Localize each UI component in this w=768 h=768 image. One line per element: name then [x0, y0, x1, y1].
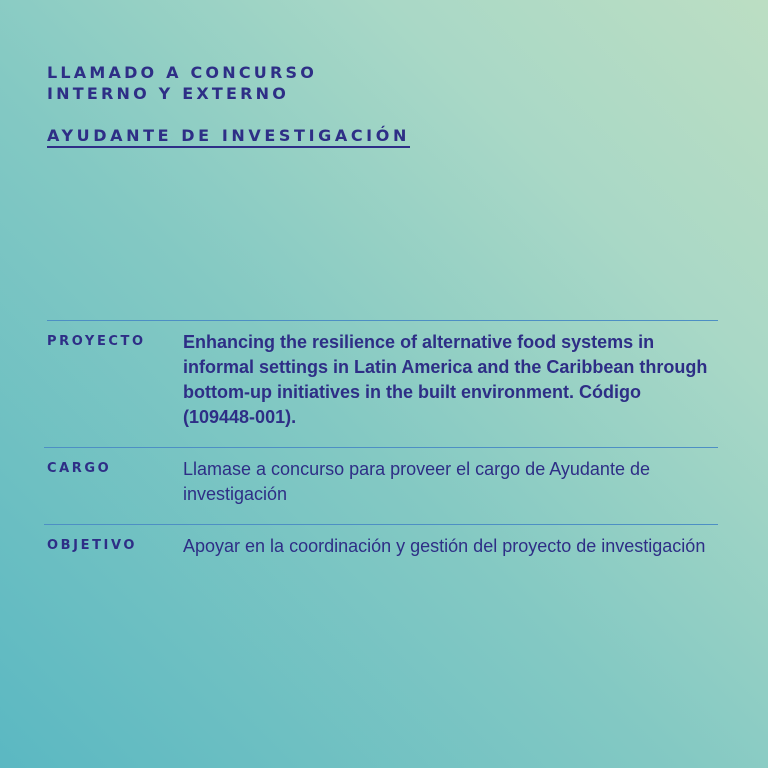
- detail-value: Llamase a concurso para proveer el cargo de Ayudante de investigación: [183, 459, 650, 504]
- detail-row-objetivo: [44, 524, 718, 601]
- details-table: [44, 320, 718, 601]
- detail-value: Apoyar en la coordinación y gestión del proyecto de investigación: [183, 536, 706, 556]
- header: [47, 62, 410, 148]
- detail-label: OBJETIVO: [47, 538, 138, 553]
- detail-row-cargo: [44, 447, 718, 524]
- detail-label: PROYECTO: [47, 334, 146, 349]
- title-line-2: INTERNO Y EXTERNO: [47, 84, 290, 103]
- detail-row-proyecto: [47, 320, 718, 447]
- detail-label: CARGO: [47, 461, 112, 476]
- detail-value: Enhancing the resilience of alternative food systems in informal settings in Latin America and the Caribbean through bottom-up initiatives in the built environment. Código (109448-001).: [183, 332, 708, 427]
- title-line-1: LLAMADO A CONCURSO: [47, 63, 317, 82]
- position-subtitle: AYUDANTE DE INVESTIGACIÓN: [47, 126, 410, 148]
